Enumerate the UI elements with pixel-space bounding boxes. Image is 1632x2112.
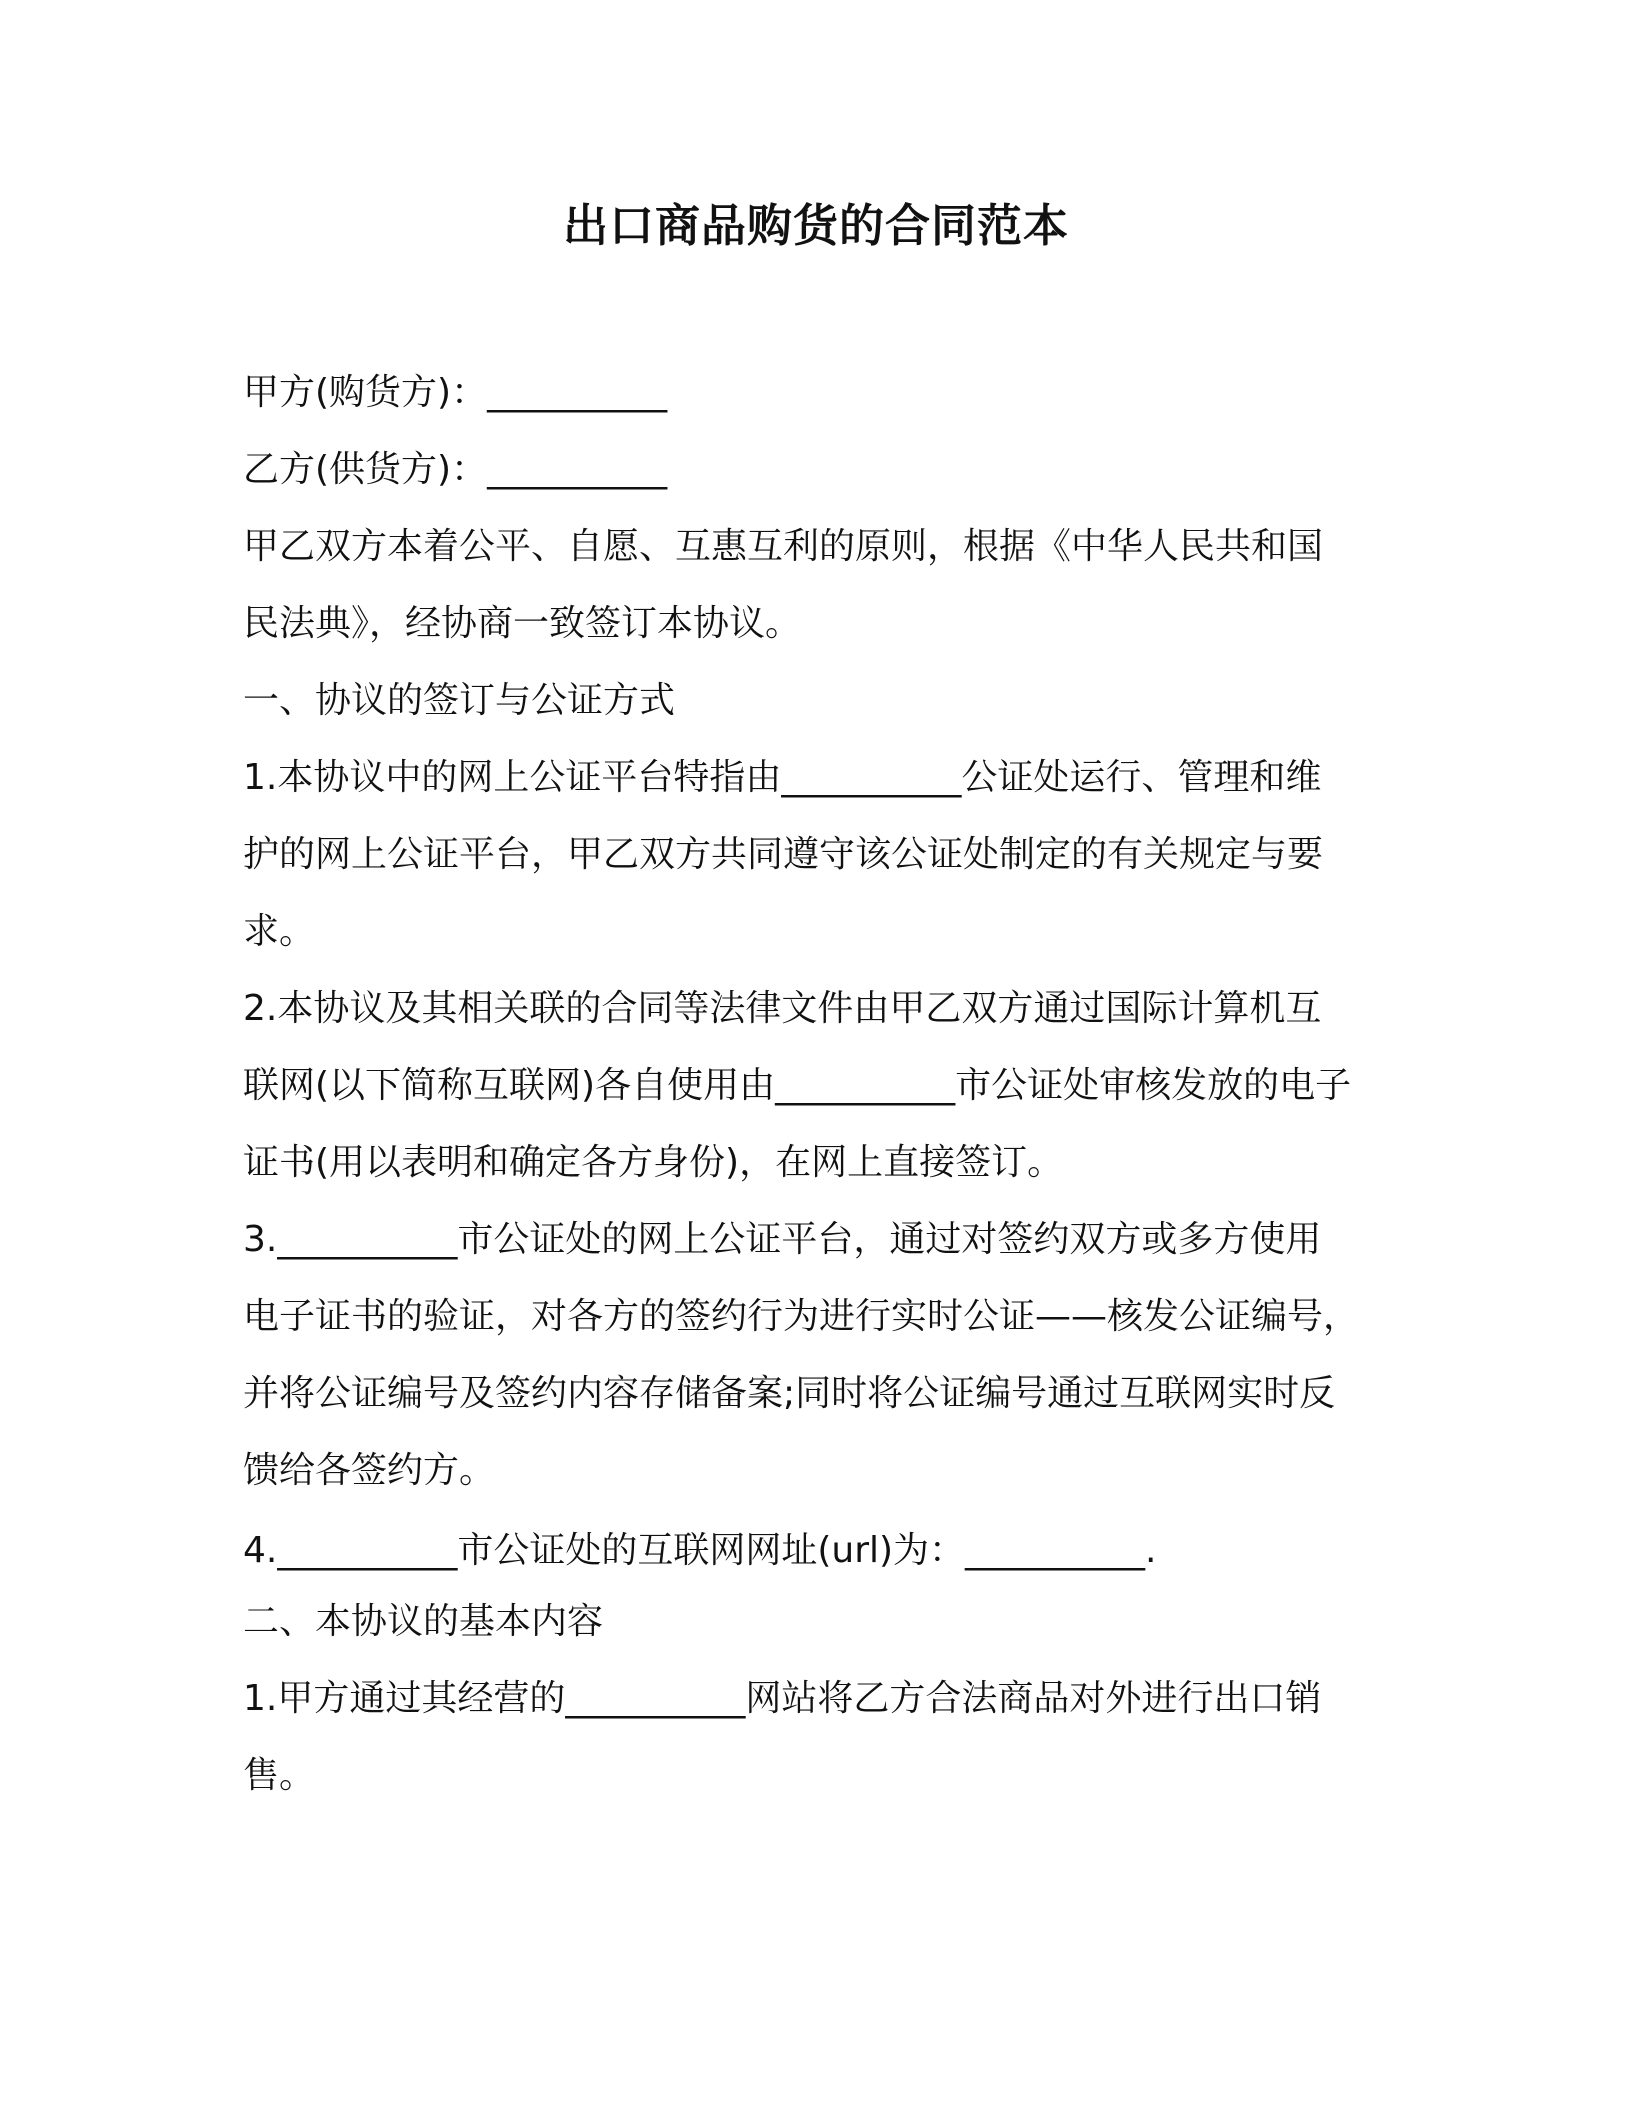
clause-2-1-line-2: 售。 <box>243 1755 316 1796</box>
clause-1-2-line-1: 2.本协议及其相关联的合同等法律文件由甲乙双方通过国际计算机互 <box>243 988 1322 1029</box>
clause-1-1-line-2: 护的网上公证平台，甲乙双方共同遵守该公证处制定的有关规定与要 <box>243 834 1324 875</box>
clause-2-1-line-1: 1.甲方通过其经营的__________网站将乙方合法商品对外进行出口销 <box>243 1678 1322 1719</box>
clause-1-3-line-1: 3.__________市公证处的网上公证平台，通过对签约双方或多方使用 <box>243 1219 1322 1260</box>
clause-1-1-line-1: 1.本协议中的网上公证平台特指由__________公证处运行、管理和维 <box>243 757 1322 798</box>
section-1-heading: 一、协议的签订与公证方式 <box>243 680 676 721</box>
clause-1-4-line-1: 4.__________市公证处的互联网网址(url)为：__________. <box>243 1530 1157 1571</box>
clause-1-3-line-3: 并将公证编号及签约内容存储备案;同时将公证编号通过互联网实时反 <box>243 1373 1336 1414</box>
clause-1-3-line-2: 电子证书的验证，对各方的签约行为进行实时公证——核发公证编号， <box>243 1296 1360 1337</box>
party-a-line: 甲方(购货方)：__________ <box>243 372 668 413</box>
document-title: 出口商品购货的合同范本 <box>562 199 1069 252</box>
section-2-heading: 二、本协议的基本内容 <box>243 1601 604 1642</box>
clause-1-2-line-3: 证书(用以表明和确定各方身份)，在网上直接签订。 <box>243 1142 1064 1183</box>
party-b-line: 乙方(供货方)：__________ <box>243 449 668 490</box>
preamble-line-2: 民法典》，经协商一致签订本协议。 <box>243 603 802 644</box>
clause-1-3-line-4: 馈给各签约方。 <box>243 1450 496 1491</box>
clause-1-2-line-2: 联网(以下简称互联网)各自使用由__________市公证处审核发放的电子 <box>243 1065 1352 1106</box>
clause-1-1-line-3: 求。 <box>243 911 316 952</box>
preamble-line-1: 甲乙双方本着公平、自愿、互惠互利的原则，根据《中华人民共和国 <box>243 526 1324 567</box>
